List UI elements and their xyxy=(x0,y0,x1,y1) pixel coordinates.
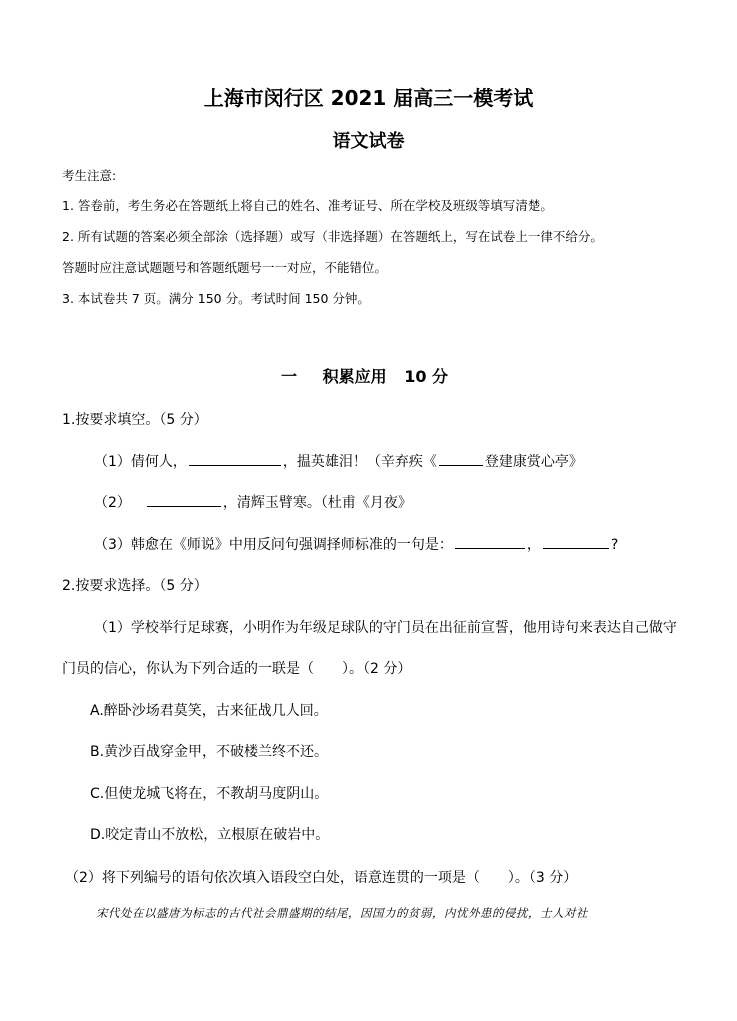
q1-stem: 1.按要求填空。（5 分） xyxy=(62,412,208,428)
option-d: D.咬定青山不放松，立根原在破岩中。 xyxy=(90,827,330,843)
note-item: 答题时应注意试题题号和答题纸题号一一对应，不能错位。 xyxy=(62,260,388,275)
notes-heading: 考生注意: xyxy=(62,168,117,183)
q2-sub2: （2）将下列编号的语句依次填入语段空白处，语意连贯的一项是（ ）。（3 分） xyxy=(65,870,578,886)
answer-blank[interactable] xyxy=(439,453,483,466)
option-a: A.醉卧沙场君莫笑，古来征战几人回。 xyxy=(90,703,328,719)
q2-sub1-line1: （1）学校举行足球赛，小明作为年级足球队的守门员在出征前宣誓，他用诗句来表达自己做守 xyxy=(94,620,677,636)
answer-blank[interactable] xyxy=(147,494,221,507)
section-title: 积累应用 xyxy=(322,367,387,386)
option-c: C.但使龙城飞将在，不教胡马度阴山。 xyxy=(90,786,329,802)
section-number: 一 xyxy=(281,367,298,386)
note-item: 2. 所有试题的答案必须全部涂（选择题）或写（非选择题）在答题纸上，写在试卷上一律不给分。 xyxy=(62,229,603,244)
page-title: 上海市闵行区 2021 届高三一模考试 xyxy=(203,86,534,110)
q1-item-1: （1）倩何人， ，揾英雄泪！（辛弃疾《 登建康赏心亭》 xyxy=(94,454,583,470)
q1-item-3: （3）韩愈在《师说》中用反问句强调择师标准的一句是： ， ? xyxy=(94,537,619,553)
q2-sub1-line2: 门员的信心，你认为下列合适的一联是（ ）。（2 分） xyxy=(62,661,412,677)
section-heading xyxy=(281,364,448,387)
q2-stem: 2.按要求选择。（5 分） xyxy=(62,578,208,594)
note-item: 1. 答卷前，考生务必在答题纸上将自己的姓名、准考证号、所在学校及班级等填写清楚。 xyxy=(62,198,553,213)
answer-blank[interactable] xyxy=(455,536,525,549)
q1-item-2: （2） ，清辉玉臂寒。（杜甫《月夜》 xyxy=(94,495,412,511)
page-subtitle: 语文试卷 xyxy=(332,131,405,152)
answer-blank[interactable] xyxy=(189,453,281,466)
passage-text: 宋代处在以盛唐为标志的古代社会鼎盛期的结尾，因国力的贫弱，内忧外患的侵扰，士人对社 xyxy=(96,906,588,920)
section-score: 10 分 xyxy=(404,367,449,386)
option-b: B.黄沙百战穿金甲，不破楼兰终不还。 xyxy=(90,744,329,760)
answer-blank[interactable] xyxy=(543,536,609,549)
note-item: 3. 本试卷共 7 页。满分 150 分。考试时间 150 分钟。 xyxy=(62,291,370,306)
